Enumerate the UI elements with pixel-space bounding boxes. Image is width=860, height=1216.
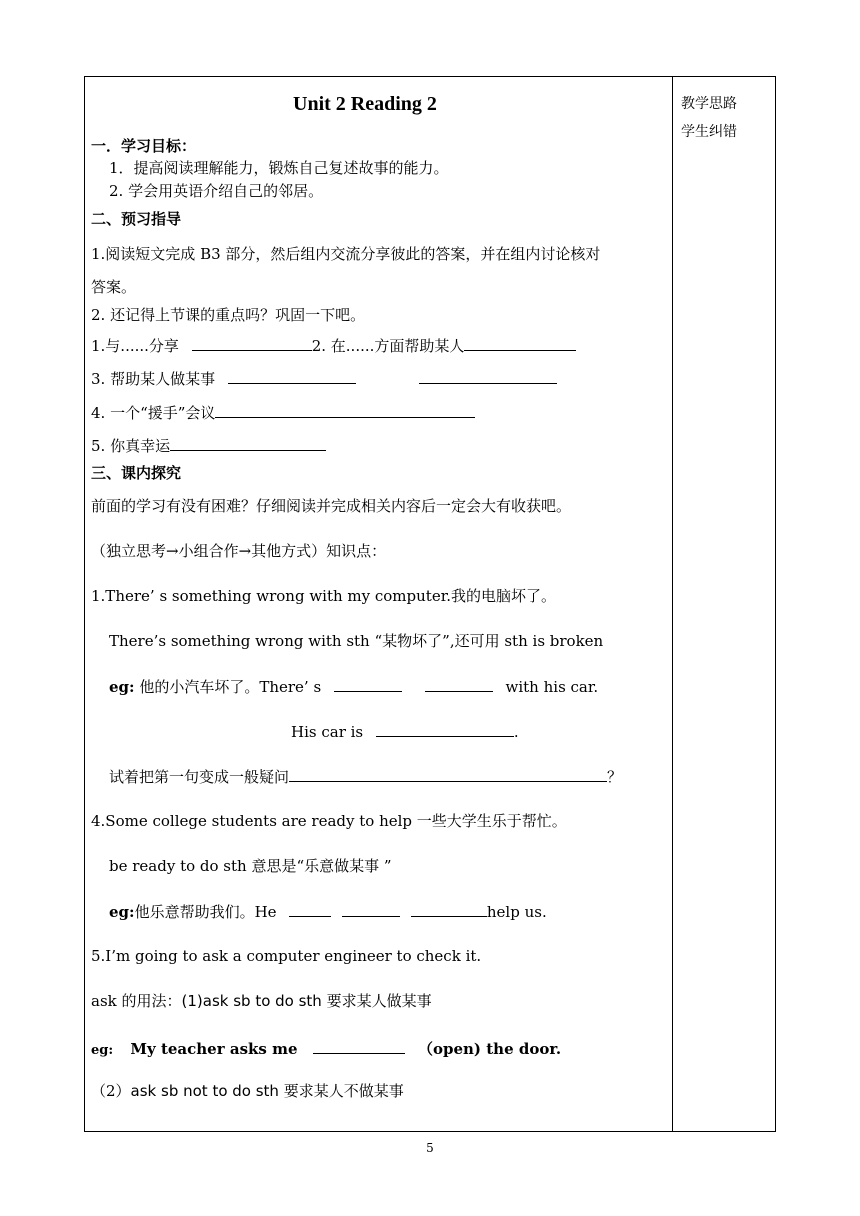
knowledge-point-4: 4.Some college students are ready to help 一些大学生乐于帮忙。 — [91, 812, 567, 830]
example-2-end: . — [513, 723, 519, 741]
example-label: eg: — [109, 678, 135, 696]
worksheet-table — [84, 76, 776, 1132]
question-5-label: 5. 你真幸运 — [91, 437, 171, 455]
answer-blank[interactable] — [411, 902, 487, 917]
question-1-row — [91, 336, 576, 355]
usage-pattern-1: (1)ask sb to do sth — [181, 992, 322, 1010]
example-label: eg: — [91, 1043, 114, 1058]
example-end: （open) the door. — [417, 1040, 562, 1058]
answer-blank[interactable] — [342, 902, 400, 917]
answer-blank[interactable] — [170, 436, 326, 451]
knowledge-point-5-example — [91, 1039, 561, 1060]
section2-heading: 二、预习指导 — [91, 210, 182, 228]
question-3-label: 3. 帮助某人做某事 — [91, 370, 216, 388]
question-4-label: 4. 一个“援手”会议 — [91, 404, 216, 422]
answer-blank[interactable] — [376, 722, 514, 737]
preview-instruction-line2: 答案。 — [91, 278, 137, 296]
sidebar-item-error-correction: 学生纠错 — [681, 124, 737, 140]
answer-blank[interactable] — [289, 902, 331, 917]
usage-meaning-1: 要求某人做某事 — [321, 992, 432, 1010]
knowledge-point-1-example-2 — [291, 722, 519, 741]
answer-blank[interactable] — [313, 1039, 405, 1054]
answer-blank[interactable] — [228, 369, 356, 384]
example-2-text: His car is — [291, 723, 364, 741]
question-3-row — [91, 369, 557, 388]
question-2-label: 2. 在......方面帮助某人 — [311, 337, 465, 355]
section3-intro: 前面的学习有没有困难？仔细阅读并完成相关内容后一定会大有收获吧。 — [91, 497, 572, 515]
page-title: Unit 2 Reading 2 — [293, 93, 437, 115]
usage-number-2: （2） — [91, 1082, 131, 1100]
usage-pattern-2: ask sb not to do sth — [130, 1082, 279, 1100]
try-prompt-end: ？ — [607, 768, 623, 786]
question-4-row — [91, 403, 475, 422]
knowledge-point-5: 5.I’m going to ask a computer engineer to check it. — [91, 947, 482, 965]
usage-label: ask 的用法： — [91, 992, 182, 1010]
answer-blank[interactable] — [334, 677, 402, 692]
knowledge-point-4-note: be ready to do sth 意思是“乐意做某事 ” — [109, 857, 392, 875]
answer-blank[interactable] — [289, 767, 607, 782]
example-end: with his car. — [505, 678, 599, 696]
section3-heading: 三、课内探究 — [91, 464, 182, 482]
example-label: eg: — [109, 903, 135, 921]
knowledge-point-4-example — [109, 902, 547, 921]
knowledge-point-1-example — [109, 677, 598, 696]
review-prompt: 2. 还记得上节课的重点吗？巩固一下吧。 — [91, 306, 366, 324]
try-prompt: 试着把第一句变成一般疑问 — [109, 768, 290, 786]
answer-blank[interactable] — [425, 677, 493, 692]
objective-2: 2. 学会用英语介绍自己的邻居。 — [109, 182, 324, 200]
column-divider — [672, 77, 673, 1131]
answer-blank[interactable] — [419, 369, 557, 384]
page-number: 5 — [426, 1141, 434, 1155]
sidebar-item-teaching-ideas: 教学思路 — [681, 96, 737, 112]
knowledge-point-1-note: There’s something wrong with sth “某物坏了”,还可用 sth is broken — [109, 632, 604, 650]
knowledge-point-1: 1.There’ s something wrong with my computer.我的电脑坏了。 — [91, 587, 556, 605]
answer-blank[interactable] — [192, 336, 312, 351]
knowledge-point-5-usage — [91, 992, 432, 1010]
example-text: 他乐意帮助我们。He — [134, 903, 277, 921]
question-1-label: 1.与......分享 — [91, 337, 179, 355]
question-5-row — [91, 436, 326, 455]
section1-heading: 一．学习目标： — [91, 137, 197, 155]
objective-1: 1．提高阅读理解能力，锻炼自己复述故事的能力。 — [109, 159, 449, 177]
section3-method: （独立思考→小组合作→其他方式）知识点： — [91, 542, 387, 560]
answer-blank[interactable] — [464, 336, 576, 351]
knowledge-point-5-usage-2 — [91, 1082, 404, 1100]
preview-instruction-line1: 1.阅读短文完成 B3 部分，然后组内交流分享彼此的答案，并在组内讨论核对 — [91, 245, 601, 263]
example-end: help us. — [486, 903, 547, 921]
usage-meaning-2: 要求某人不做某事 — [278, 1082, 404, 1100]
knowledge-point-1-try — [109, 767, 622, 786]
answer-blank[interactable] — [215, 403, 475, 418]
example-text: 他的小汽车坏了。There’ s — [134, 678, 322, 696]
example-text: My teacher asks me — [130, 1040, 298, 1058]
